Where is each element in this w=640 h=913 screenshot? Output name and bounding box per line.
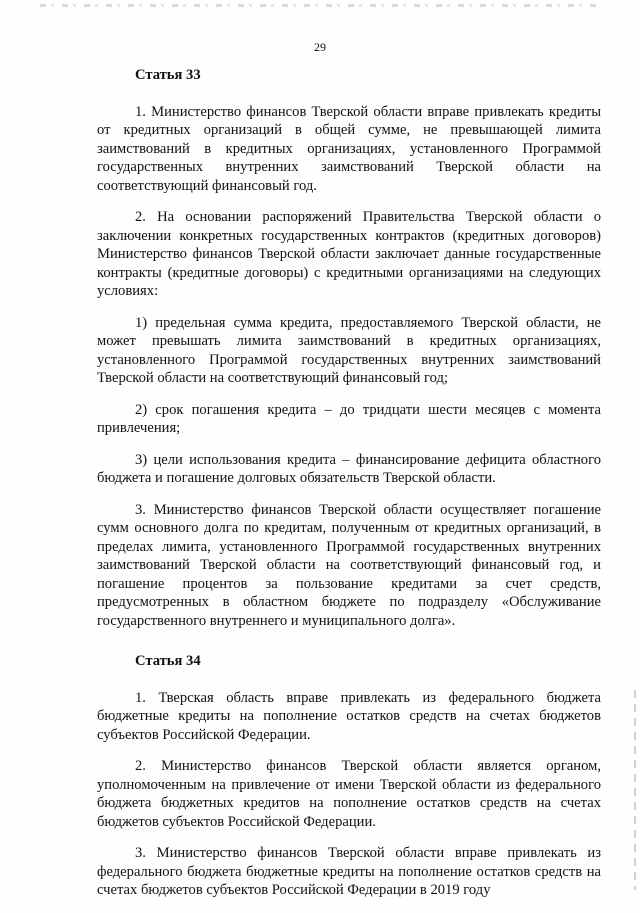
scan-artifact-right xyxy=(634,690,636,890)
article-33-condition-3: 3) цели использования кредита – финансирование дефицита областного бюджета и погашение долговых обязательств Тверской области. xyxy=(97,451,601,486)
article-33-paragraph-3: 3. Министерство финансов Тверской области осуществляет погашение сумм основного долга по кредитам, полученным от кредитных организаций, в пределах лимита, установленного Программой государственных внутренних заимствований Тверской области на соответствующий финансовый год, и погашение процентов за пользование кредитами за счет средств, предусмотренных в областном бюджете по подразделу «Обслуживание государственного внутреннего и муниципального долга». xyxy=(97,501,601,629)
document-body xyxy=(97,58,601,913)
article-33-condition-2: 2) срок погашения кредита – до тридцати шести месяцев с момента привлечения; xyxy=(97,401,601,436)
article-33-paragraph-2: 2. На основании распоряжений Правительства Тверской области о заключении конкретных государственных контрактов (кредитных договоров) Министерство финансов Тверской области заключает данные государственные контракты (кредитные договоры) с кредитными организациями на следующих условиях: xyxy=(97,209,601,299)
article-34-paragraph-1: 1. Тверская область вправе привлекать из федерального бюджета бюджетные кредиты на пополнение остатков средств на счетах бюджетов субъектов Российской Федерации. xyxy=(97,689,601,743)
page-number: 29 xyxy=(314,40,326,54)
scan-artifact-top xyxy=(40,4,600,7)
article-34-paragraph-3: 3. Министерство финансов Тверской области вправе привлекать из федерального бюджета бюджетные кредиты на пополнение остатков средств на счетах бюджетов субъектов Российской Федерации в 2019 году xyxy=(97,845,601,898)
article-33-condition-1: 1) предельная сумма кредита, предоставляемого Тверской области, не может превышать лимита заимствований в кредитных организациях, установленного Программой государственных внутренних заимствований Тверской области на соответствующий финансовый год; xyxy=(97,314,601,386)
article-34-paragraph-2: 2. Министерство финансов Тверской области является органом, уполномоченным на привлечение от имени Тверской области из федерального бюджета бюджетных кредитов на пополнение остатков средств на счетах бюджетов субъектов Российской Федерации. xyxy=(97,758,601,830)
article-34-heading: Статья 34 xyxy=(135,653,201,669)
article-33-paragraph-1: 1. Министерство финансов Тверской области вправе привлекать кредиты от кредитных организаций в общей сумме, не превышающей лимита заимствований в кредитных организациях, установленного Программой государственных внутренних заимствований Тверской области на соответствующий финансовый год. xyxy=(97,103,601,194)
article-33-heading: Статья 33 xyxy=(135,67,201,83)
